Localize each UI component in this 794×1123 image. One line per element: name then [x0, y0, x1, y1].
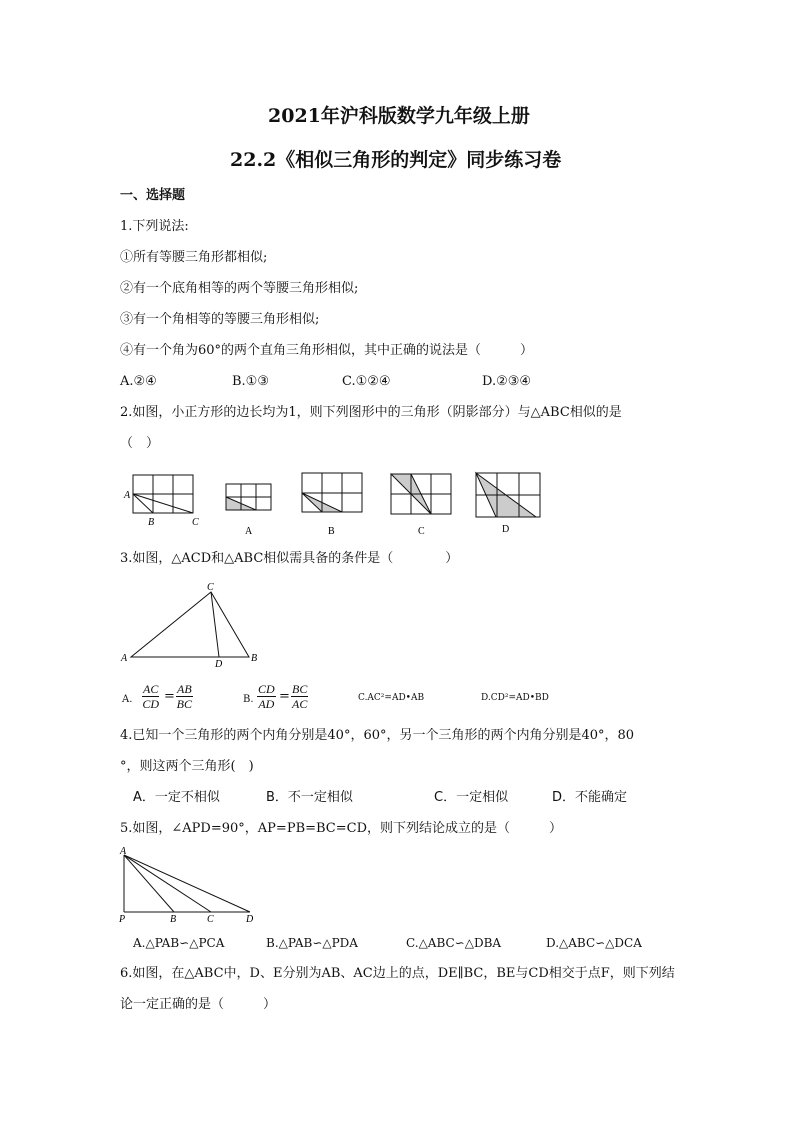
q2-stem: 2.如图，小正方形的边长均为1，则下列图形中的三角形（阴影部分）与△ABC相似的是 — [120, 405, 622, 420]
q1-statement-1: ①所有等腰三角形都相似; — [120, 250, 268, 265]
q3-label-b: B — [251, 653, 258, 664]
q1-statement-2: ②有一个底角相等的两个等腰三角形相似; — [120, 281, 359, 296]
q5-label-p: P — [119, 914, 126, 925]
q3-b-denominator-2: AC — [292, 697, 308, 711]
q3-b-denominator-1: AD — [258, 697, 275, 711]
q3-option-a-label: A. — [122, 694, 133, 705]
q5-option-d: D.△ABC∽△DCA — [546, 936, 642, 950]
q2-option-a-grid — [226, 484, 271, 510]
q2-opt-label-b: B — [328, 526, 335, 537]
q3-label-d: D — [215, 659, 223, 670]
q2-paren: （ ） — [120, 436, 160, 451]
q5-option-b: B.△PAB∽△PDA — [266, 936, 358, 950]
q2-opt-label-a: A — [245, 526, 253, 537]
q1-option-d: D.②③④ — [482, 374, 532, 389]
q3-triangle — [131, 592, 249, 657]
q5-label-b: B — [170, 914, 177, 925]
q5-option-a: A.△PAB∽△PCA — [133, 936, 225, 950]
q3-stem: 3.如图，△ACD和△ABC相似需具备的条件是（ ） — [120, 551, 459, 566]
q2-opt-label-c: C — [418, 526, 425, 537]
q4-stem-line-1: 4.已知一个三角形的两个内角分别是40°，60°，另一个三角形的两个内角分别是40°，80 — [120, 728, 635, 743]
q4-option-c: C．一定相似 — [434, 790, 509, 805]
q3-a-numerator-1: AC — [143, 682, 159, 696]
section-heading: 一、选择题 — [120, 188, 186, 203]
q4-option-d: D．不能确定 — [552, 790, 628, 805]
q3-option-b-frac-1 — [257, 682, 276, 711]
q3-option-d: D.CD²=AD•BD — [481, 693, 549, 703]
q3-label-c: C — [207, 582, 214, 593]
q5-label-d: D — [246, 914, 254, 925]
q1-stem: 1.下列说法: — [120, 219, 189, 234]
q3-option-c: C.AC²=AD•AB — [358, 693, 425, 703]
q1-statement-3: ③有一个角相等的等腰三角形相似; — [120, 312, 320, 327]
q3-option-a-frac-1 — [142, 682, 159, 711]
q3-a-denominator-2: BC — [176, 697, 192, 711]
q4-option-a: A．一定不相似 — [133, 790, 220, 805]
q5-figure — [124, 855, 250, 912]
q3-label-a: A — [121, 653, 128, 664]
q1-option-c: C.①②④ — [342, 374, 391, 389]
q2-label-a: A — [124, 490, 131, 501]
q1-option-a: A.②④ — [120, 374, 157, 389]
q3-b-equals: = — [279, 689, 290, 704]
title-line-2: 22.2《相似三角形的判定》同步练习卷 — [230, 149, 562, 171]
q1-option-b: B.①③ — [232, 374, 269, 389]
q2-opt-label-d: D — [502, 524, 510, 535]
q1-statement-4: ④有一个角为60°的两个直角三角形相似，其中正确的说法是（ ） — [120, 343, 534, 358]
q3-a-equals: = — [164, 689, 175, 704]
q4-option-b: B．不一定相似 — [266, 790, 353, 805]
q2-option-c-grid — [391, 474, 451, 514]
q6-stem-line-1: 6.如图，在△ABC中，D、E分别为AB、AC边上的点，DE∥BC，BE与CD相交于点F，则下列结 — [120, 966, 675, 981]
q3-option-a-frac-2 — [176, 682, 193, 711]
q3-a-numerator-2: AB — [177, 682, 192, 696]
q2-option-d-grid — [476, 473, 540, 517]
q5-label-c: C — [207, 914, 214, 925]
q3-option-b-frac-2 — [291, 682, 308, 711]
q5-label-a: A — [120, 846, 127, 857]
q6-stem-line-2: 论一定正确的是（ ） — [120, 997, 277, 1012]
q2-label-c: C — [192, 517, 199, 528]
title-line-1: 2021年沪科版数学九年级上册 — [268, 105, 530, 127]
q2-main-grid — [133, 475, 193, 513]
q4-stem-line-2: °，则这两个三角形( ) — [120, 759, 254, 774]
q5-stem: 5.如图，∠APD=90°，AP=PB=BC=CD，则下列结论成立的是（ ） — [120, 821, 563, 836]
q5-option-c: C.△ABC∽△DBA — [406, 936, 502, 950]
q2-label-b: B — [148, 517, 155, 528]
q3-a-denominator-1: CD — [142, 697, 159, 711]
q3-option-b-label: B. — [243, 694, 254, 705]
q3-b-numerator-2: BC — [292, 682, 308, 696]
q2-option-b-grid — [302, 473, 362, 512]
q3-b-numerator-1: CD — [258, 682, 275, 696]
